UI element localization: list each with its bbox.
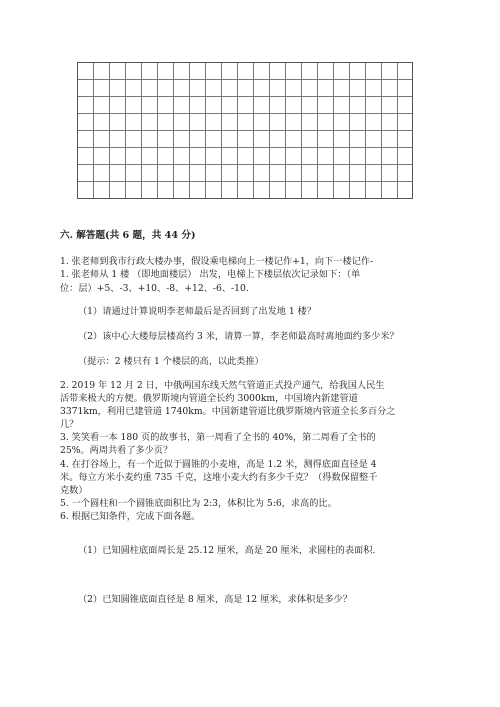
question-3-line-1: 3. 笑笑看一本 180 页的故事书，第一周看了全书的 40%，第二周看了全书的 xyxy=(60,432,376,443)
question-3-line-2: 25%。两周共看了多少页？ xyxy=(60,445,173,456)
question-1-subquestion-2: （2）该中心大楼每层楼高约 3 米，请算一算，李老师最高时离地面约多少米？ xyxy=(78,331,399,342)
question-6-subquestion-1: （1）已知圆柱底面周长是 25.12 厘米，高是 20 厘米，求圆柱的表面积. xyxy=(78,545,376,556)
question-1-subquestion-1: （1）请通过计算说明李老师最后是否回到了出发地 1 楼？ xyxy=(78,306,317,317)
question-2-line-1: 2. 2019 年 12 月 2 日，中俄两国东线天然气管道正式投产通气，给我国人民生 xyxy=(60,380,385,391)
question-1-line-3: 位：层）+5、-3、+10、-8、+12、-6、-10. xyxy=(60,283,249,294)
question-4-line-2: 米。每立方米小麦约重 735 千克，这堆小麦大约有多少千克？（得数保留整千 xyxy=(60,472,378,483)
question-2-line-4: 几？ xyxy=(60,419,79,430)
question-1-line-1: 1. 张老师到我市行政大楼办事，假设乘电梯向上一楼记作+1，向下一楼记作- xyxy=(60,256,374,267)
question-2-line-2: 活带来极大的方便。俄罗斯境内管道全长约 3000km，中国境内新建管道 xyxy=(60,393,358,404)
question-4-line-1: 4. 在打谷场上，有一个近似于圆锥的小麦堆，高是 1.2 米，测得底面直径是 4 xyxy=(60,459,377,470)
writing-grid xyxy=(77,62,413,199)
question-5: 5. 一个圆柱和一个圆锥底面积比为 2:3，体积比为 5:6，求高的比。 xyxy=(60,498,337,509)
question-4-line-3: 克数） xyxy=(60,485,88,496)
question-6-line-1: 6. 根据已知条件，完成下面各题。 xyxy=(60,511,201,522)
question-1-line-2: 1. 张老师从 1 楼 （即地面楼层） 出发，电梯上下楼层依次记录如下：（单 xyxy=(60,269,361,280)
question-6-subquestion-2: （2）已知圆锥底面直径是 8 厘米，高是 12 厘米，求体积是多少？ xyxy=(78,594,352,605)
section-title: 六. 解答题(共 6 题，共 44 分) xyxy=(60,230,196,241)
question-1-hint: （提示：2 楼只有 1 个楼层的高，以此类推） xyxy=(78,356,264,367)
question-2-line-3: 3371km，利用已建管道 1740km。中国新建管道比俄罗斯境内管道全长多百分之 xyxy=(60,406,396,417)
